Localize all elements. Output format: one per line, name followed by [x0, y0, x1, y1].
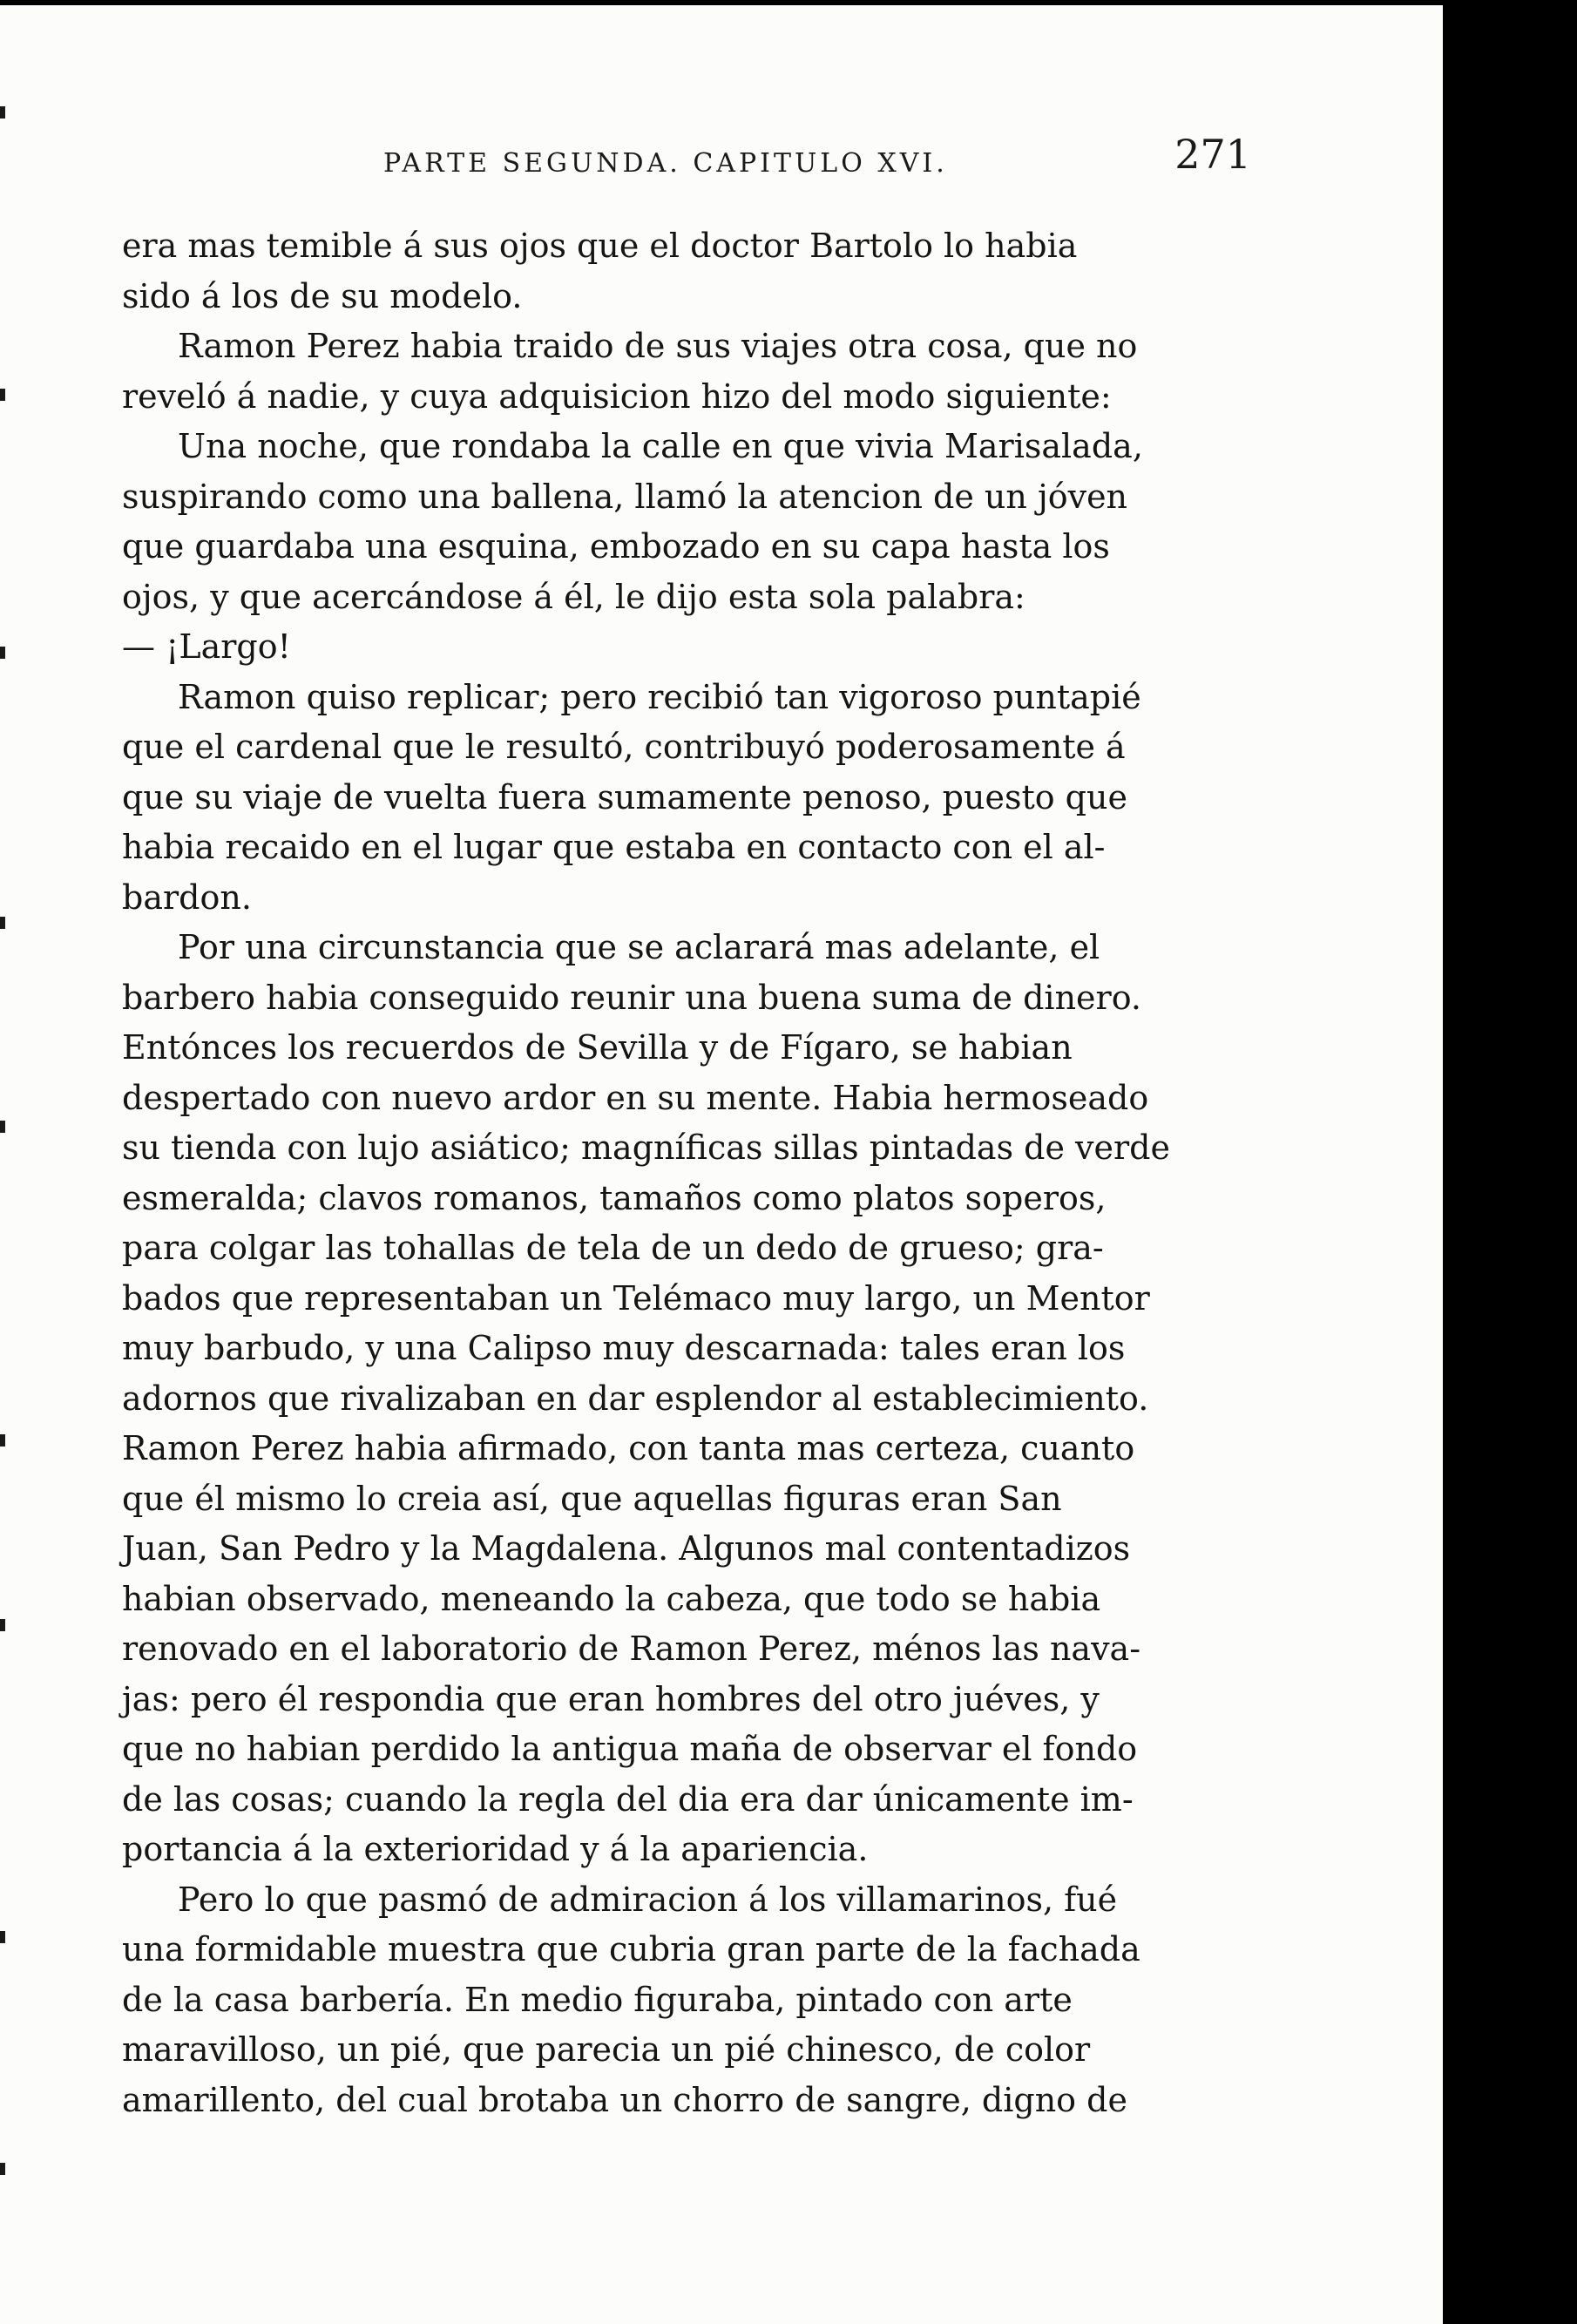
text-line: Por una circunstancia que se aclarará mas adelante, el	[178, 928, 1100, 966]
text-line: — ¡Largo!	[122, 627, 291, 666]
text-line: que él mismo lo creia así, que aquellas figuras eran San	[122, 1479, 1062, 1518]
text-line: de la casa barbería. En medio figuraba, pintado con arte	[122, 1980, 1073, 2019]
binding-mark	[0, 1434, 5, 1447]
text-line: que guardaba una esquina, embozado en su capa hasta los	[122, 527, 1110, 566]
text-line: adornos que rivalizaban en dar esplendor al establecimiento.	[122, 1379, 1149, 1418]
scan-border	[1443, 0, 1577, 2324]
binding-mark	[0, 106, 5, 119]
text-line: suspirando como una ballena, llamó la atencion de un jóven	[122, 477, 1128, 516]
text-line: portancia á la exterioridad y á la apariencia.	[122, 1830, 869, 1868]
text-line: amarillento, del cual brotaba un chorro de sangre, digno de	[122, 2080, 1127, 2119]
text-line: Ramon Perez habia afirmado, con tanta mas certeza, cuanto	[122, 1429, 1135, 1467]
paragraph	[122, 422, 1268, 673]
text-line: barbero habia conseguido reunir una buena suma de dinero.	[122, 978, 1141, 1017]
running-title: PARTE SEGUNDA. CAPITULO XVI.	[383, 148, 948, 179]
text-line: habia recaido en el lugar que estaba en contacto con el al-	[122, 828, 1106, 866]
body-text	[122, 221, 1268, 2125]
text-line: que no habian perdido la antigua maña de observar el fondo	[122, 1730, 1138, 1768]
text-line: bardon.	[122, 877, 252, 917]
text-line: Entónces los recuerdos de Sevilla y de Fígaro, se habian	[122, 1028, 1073, 1067]
text-line: maravilloso, un pié, que parecia un pié chinesco, de color	[122, 2030, 1091, 2069]
binding-mark	[0, 1931, 5, 1943]
page-number: 271	[1174, 131, 1251, 178]
binding-marks	[0, 5, 12, 2324]
paragraph	[122, 221, 1268, 322]
paragraph	[122, 923, 1268, 1875]
binding-mark	[0, 917, 5, 929]
text-line: renovado en el laboratorio de Ramon Perez, ménos las nava-	[122, 1630, 1141, 1668]
text-line: ojos, y que acercándose á él, le dijo esta sola palabra:	[122, 577, 1025, 616]
text-line: su tienda con lujo asiático; magníficas sillas pintadas de verde	[122, 1128, 1170, 1167]
binding-mark	[0, 2163, 5, 2175]
text-line: reveló á nadie, y cuya adquisicion hizo del modo siguiente:	[122, 376, 1112, 416]
text-line: de las cosas; cuando la regla del dia era dar únicamente im-	[122, 1779, 1134, 1819]
text-line: Juan, San Pedro y la Magdalena. Algunos mal contentadizos	[122, 1529, 1131, 1568]
text-line: habian observado, meneando la cabeza, que todo se habia	[122, 1579, 1101, 1618]
text-line: jas: pero él respondia que eran hombres del otro juéves, y	[122, 1679, 1100, 1718]
text-line: muy barbudo, y una Calipso muy descarnada: tales eran los	[122, 1329, 1126, 1367]
page-header	[122, 125, 1255, 186]
binding-mark	[0, 389, 5, 401]
text-line: era mas temible á sus ojos que el doctor Bartolo lo habia	[122, 227, 1078, 265]
binding-mark	[0, 1121, 5, 1133]
text-line: Pero lo que pasmó de admiracion á los villamarinos, fué	[178, 1880, 1118, 1919]
paragraph	[122, 673, 1268, 924]
text-line: Ramon Perez habia traido de sus viajes otra cosa, que no	[178, 327, 1138, 365]
text-line: sido á los de su modelo.	[122, 276, 523, 315]
text-line: Ramon quiso replicar; pero recibió tan vigoroso puntapié	[178, 677, 1141, 716]
text-line: para colgar las tohallas de tela de un dedo de grueso; gra-	[122, 1229, 1104, 1267]
text-line: despertado con nuevo ardor en su mente. Habia hermoseado	[122, 1078, 1149, 1117]
text-line: una formidable muestra que cubria gran parte de la fachada	[122, 1930, 1140, 1968]
paragraph	[122, 1875, 1268, 2126]
text-line: bados que representaban un Telémaco muy largo, un Mentor	[122, 1278, 1150, 1318]
binding-mark	[0, 1619, 5, 1631]
paragraph	[122, 322, 1268, 422]
binding-mark	[0, 647, 5, 659]
book-page	[0, 5, 1443, 2324]
text-line: que su viaje de vuelta fuera sumamente penoso, puesto que	[122, 777, 1127, 816]
text-line: que el cardenal que le resultó, contribuyó poderosamente á	[122, 728, 1126, 766]
text-line: Una noche, que rondaba la calle en que vivia Marisalada,	[178, 427, 1143, 465]
text-line: esmeralda; clavos romanos, tamaños como platos soperos,	[122, 1178, 1107, 1217]
